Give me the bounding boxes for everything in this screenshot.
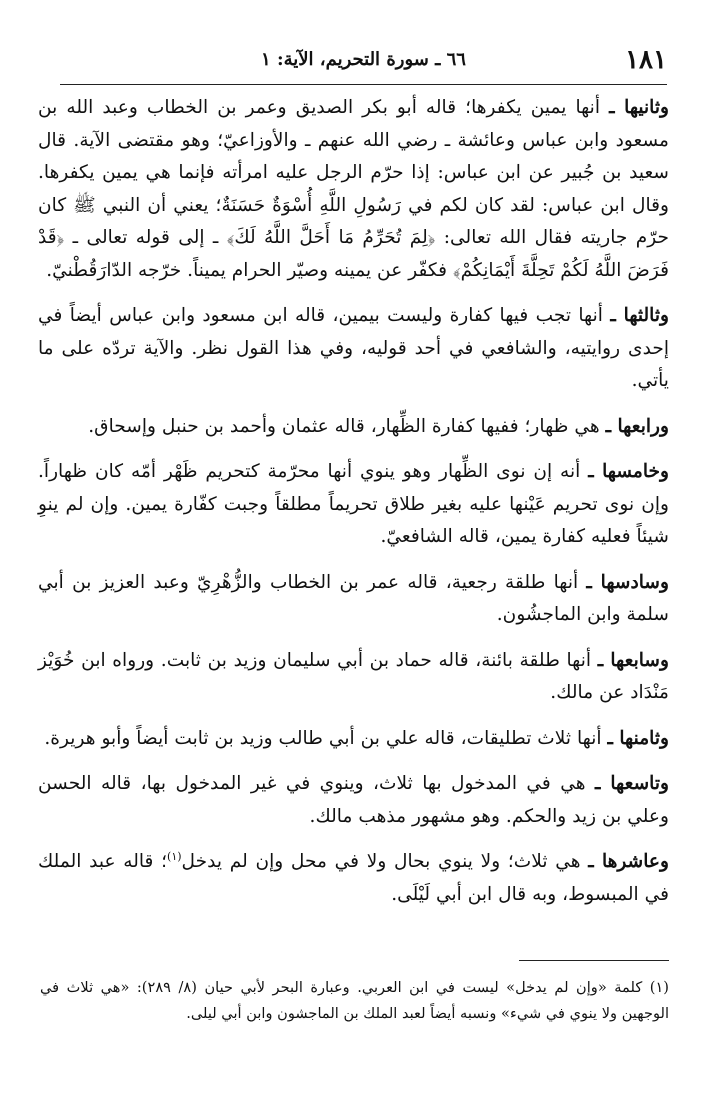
paragraph-text: أنها طلقة بائنة، قاله حماد بن أبي سليمان وزيد بن ثابت. ورواه ابن خُوَيْز مَنْدَاد عن مالك. [38, 649, 669, 703]
paragraph-text: هي ظهار؛ ففيها كفارة الظِّهار، قاله عثمان وأحمد بن حنبل وإسحاق. [88, 415, 606, 437]
footnote-1: (١) كلمة «وإن لم يدخل» ليست في ابن العربي. وعبارة البحر لأبي حيان (٨/ ٢٨٩): «هي ثلاث في الوجهين ولا ينوي في شيء» ونسبه أيضاً لعبد الملك بن الماجشون وابن أبي ليلى. [40, 979, 669, 1022]
paragraph-text: هي ثلاث؛ ولا ينوي بحال ولا في محل وإن لم يدخل [181, 851, 589, 872]
footnotes [40, 975, 669, 1027]
paragraph-lead: وسابعها ـ [597, 649, 669, 671]
paragraph-eighth-opinion [38, 723, 669, 756]
paragraph-sixth-opinion [38, 567, 669, 632]
paragraph-text: أنها يمين يكفرها؛ قاله أبو بكر الصديق وعمر بن الخطاب وعبد الله بن مسعود وابن عباس وعائشة ـ رضي الله عنهم ـ والأوزاعيّ؛ وهو مقتضى الآية. قال سعيد بن جُبير عن ابن عباس: إذا حرّم الرجل عليه امرأته فإنما هي يمين يكفرها. وقال ابن عباس: لقد كان لكم في رَسُولِ اللَّهِ أُسْوَةٌ حَسَنَةٌ؛ يعني أن النبي ﷺ كان حرّم جاريته فقال الله تعالى: ﴿لِمَ تُحَرِّمُ مَا أَحَلَّ اللَّهُ لَكَ﴾ ـ إلى قوله تعالى ـ ﴿قَدْ فَرَضَ اللَّهُ لَكُمْ تَحِلَّةَ أَيْمَانِكُمْ﴾ فكفّر عن يمينه وصيّر الحرام يميناً. خرّجه الدّارَقُطْنيّ. [38, 97, 669, 281]
paragraph-lead: وسادسها ـ [586, 571, 669, 593]
paragraph-text: أنها طلقة رجعية، قاله عمر بن الخطاب والزُّهْرِيّ وعبد العزيز بن أبي سلمة وابن الماجشُون. [38, 571, 669, 625]
paragraph-text: أنها تجب فيها كفارة وليست بيمين، قاله ابن مسعود وابن عباس أيضاً في إحدى روايتيه، والشافعي في أحد قوليه، وفي هذا القول نظر. والآية تردّه على ما يأتي. [38, 305, 669, 391]
paragraph-lead: وثامنها ـ [607, 727, 669, 749]
paragraph-lead: وتاسعها ـ [594, 773, 669, 794]
header-rule [60, 84, 667, 85]
paragraph-third-opinion [38, 300, 669, 398]
footnote-separator [519, 960, 669, 961]
paragraph-text-continued: ؛ قاله عبد الملك في المبسوط، وبه قال ابن أبي لَيْلَى. [38, 851, 669, 905]
paragraph-lead: وثانيها ـ [609, 97, 669, 118]
paragraph-seventh-opinion [38, 645, 669, 710]
page-header [60, 38, 667, 82]
paragraph-lead: وعاشرها ـ [588, 851, 669, 872]
paragraph-text: أنه إن نوى الظِّهار وهو ينوي أنها محرّمة كتحريم ظَهْر أمّه كان ظهاراً. وإن نوى تحريم عَيْنها عليه بغير طلاق تحريماً مطلقاً وجبت كفّارة يمين. وإن لم ينوِ شيئاً فعليه كفارة يمين، قاله الشافعيّ. [38, 461, 669, 547]
main-text [38, 92, 669, 911]
page-number: ١٨١ [625, 45, 667, 75]
paragraph-fourth-opinion [38, 411, 669, 444]
paragraph-fifth-opinion [38, 456, 669, 554]
paragraph-tenth-opinion [38, 846, 669, 911]
paragraph-lead: وثالثها ـ [610, 305, 669, 326]
paragraph-text: أنها ثلاث تطليقات، قاله علي بن أبي طالب وزيد بن ثابت أيضاً وأبو هريرة. [44, 727, 608, 749]
footnote-reference[interactable]: (١) [167, 849, 182, 863]
paragraph-ninth-opinion [38, 768, 669, 833]
paragraph-lead: وخامسها ـ [588, 461, 670, 482]
running-title: ٦٦ ـ سورة التحريم، الآية: ١ [261, 49, 466, 70]
paragraph-lead: ورابعها ـ [605, 415, 669, 437]
paragraph-text: هي في المدخول بها ثلاث، وينوي في غير المدخول بها، قاله الحسن وعلي بن زيد والحكم. وهو مشهور مذهب مالك. [38, 773, 669, 827]
paragraph-second-opinion [38, 92, 669, 287]
